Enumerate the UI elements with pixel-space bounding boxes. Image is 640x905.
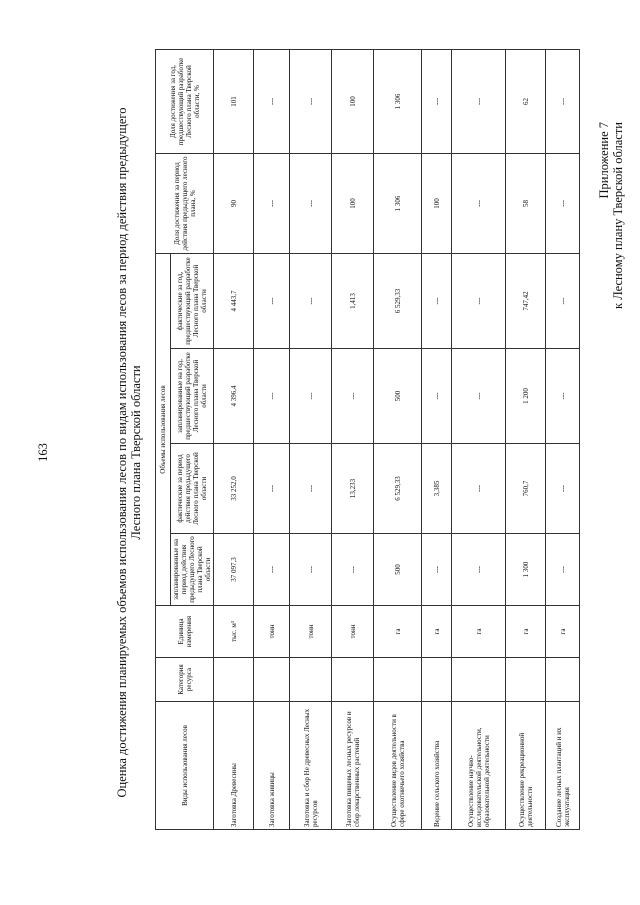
usage-assessment-table [155,49,580,830]
cell-planned-year: 500 [374,349,422,444]
cell-share-period: --- [290,154,332,254]
cell-actual-year: --- [254,254,290,349]
header-row-1 [156,50,171,830]
cell-share-period: 100 [332,154,374,254]
cell-share-year: --- [422,50,452,154]
table-row [422,50,452,830]
appendix-subtitle: к Лесному плану Тверской области [611,122,625,309]
table-row [374,50,422,830]
cell-planned-period: --- [254,534,290,606]
cell-planned-period: --- [332,534,374,606]
header-category: Категория ресурса [156,658,214,702]
cell-activity: Заготовка живицы [254,702,290,830]
cell-planned-period: --- [452,534,506,606]
appendix-title: Приложение 7 [597,122,611,199]
cell-category [332,658,374,702]
cell-actual-year: --- [422,254,452,349]
cell-share-year: 100 [332,50,374,154]
cell-actual-period: 760,7 [506,444,546,534]
document-title-line2: Лесного плана Тверской области [129,365,143,540]
cell-category [452,658,506,702]
cell-planned-year: --- [254,349,290,444]
cell-share-year: 1 306 [374,50,422,154]
cell-unit: тонн [254,606,290,658]
cell-planned-year: 4 396,4 [214,349,254,444]
cell-activity: Осуществление видов деятельности в сфере охотничьего хозяйства [374,702,422,830]
cell-actual-year: --- [452,254,506,349]
cell-actual-year: --- [290,254,332,349]
table-row [506,50,546,830]
header-actual-period: фактические за период действия предыдущего Лесного плана Тверской области [171,444,214,534]
header-share-year: Доля достижения за год, предшествующий разработке Лесного плана Тверской области, % [156,50,214,154]
cell-actual-period: --- [254,444,290,534]
cell-category [214,658,254,702]
header-planned-year: запланированные на год, предшествующий разработке Лесного плана Тверской области [171,349,214,444]
cell-actual-period: 13,233 [332,444,374,534]
table-row [290,50,332,830]
header-planned-period: запланированные на период действия предыдущего Лесного плана Тверской области [171,534,214,606]
cell-activity: Создание лесных плантаций и их эксплуатация [546,702,580,830]
cell-unit: га [422,606,452,658]
cell-activity: Осуществление рекреационной деятельности [506,702,546,830]
cell-share-period: 1 306 [374,154,422,254]
header-share-period: Доля достижения за период действия предыдущего лесного плана, % [156,154,214,254]
cell-planned-period: --- [546,534,580,606]
table-row [452,50,506,830]
cell-planned-year: --- [332,349,374,444]
cell-share-period: 90 [214,154,254,254]
cell-activity: Осуществление научно-исследовательской деятельности, образовательной деятельности [452,702,506,830]
cell-planned-period: 37 097,3 [214,534,254,606]
cell-actual-period: --- [290,444,332,534]
cell-category [254,658,290,702]
cell-category [506,658,546,702]
cell-share-period: --- [452,154,506,254]
cell-actual-year: --- [546,254,580,349]
cell-share-period: 58 [506,154,546,254]
cell-planned-period: 1 300 [506,534,546,606]
table-body [214,50,580,830]
cell-actual-year: 747,42 [506,254,546,349]
cell-unit: га [546,606,580,658]
cell-category [422,658,452,702]
cell-planned-year: --- [452,349,506,444]
cell-planned-period: --- [290,534,332,606]
cell-unit: га [506,606,546,658]
cell-share-period: --- [546,154,580,254]
header-actual-year: фактические за год, предшествующий разработке Лесного плана Тверской области [171,254,214,349]
cell-actual-period: --- [546,444,580,534]
cell-actual-period: 33 252,0 [214,444,254,534]
table-row [332,50,374,830]
cell-actual-period: 3,385 [422,444,452,534]
cell-activity: Заготовка Древесины [214,702,254,830]
cell-activity: Заготовка и сбор Не древесных Лесных ресурсов [290,702,332,830]
cell-planned-period: 500 [374,534,422,606]
cell-share-year: 101 [214,50,254,154]
cell-planned-period: --- [422,534,452,606]
cell-unit: тонн [332,606,374,658]
cell-unit: га [452,606,506,658]
cell-category [546,658,580,702]
table-row [214,50,254,830]
page-number: 163 [36,443,50,462]
cell-activity: Заготовка пищевых лесных ресурсов и сбор лекарственных растений [332,702,374,830]
cell-share-year: --- [290,50,332,154]
cell-share-year: 62 [506,50,546,154]
cell-planned-year: 1 200 [506,349,546,444]
cell-activity: Ведение сельского хозяйства [422,702,452,830]
cell-share-year: --- [254,50,290,154]
cell-actual-period: --- [452,444,506,534]
cell-share-period: --- [254,154,290,254]
cell-unit: тыс. м³ [214,606,254,658]
cell-unit: га [374,606,422,658]
cell-actual-period: 6 529,33 [374,444,422,534]
cell-share-period: 100 [422,154,452,254]
header-volumes-group: Объемы использования лесов [156,254,171,606]
cell-unit: тонн [290,606,332,658]
cell-actual-year: 4 443,7 [214,254,254,349]
table-row [546,50,580,830]
document-title-line1: Оценка достижения планируемых объемов использования лесов по видам использования лесов за период действия предыдущего [115,107,129,798]
cell-planned-year: --- [290,349,332,444]
table-row [254,50,290,830]
header-unit: Единица измерения [156,606,214,658]
cell-actual-year: 1,413 [332,254,374,349]
cell-actual-year: 6 529,33 [374,254,422,349]
header-activity: Виды использования лесов [156,702,214,830]
cell-category [290,658,332,702]
cell-planned-year: --- [546,349,580,444]
cell-planned-year: --- [422,349,452,444]
cell-category [374,658,422,702]
cell-share-year: --- [546,50,580,154]
cell-share-year: --- [452,50,506,154]
